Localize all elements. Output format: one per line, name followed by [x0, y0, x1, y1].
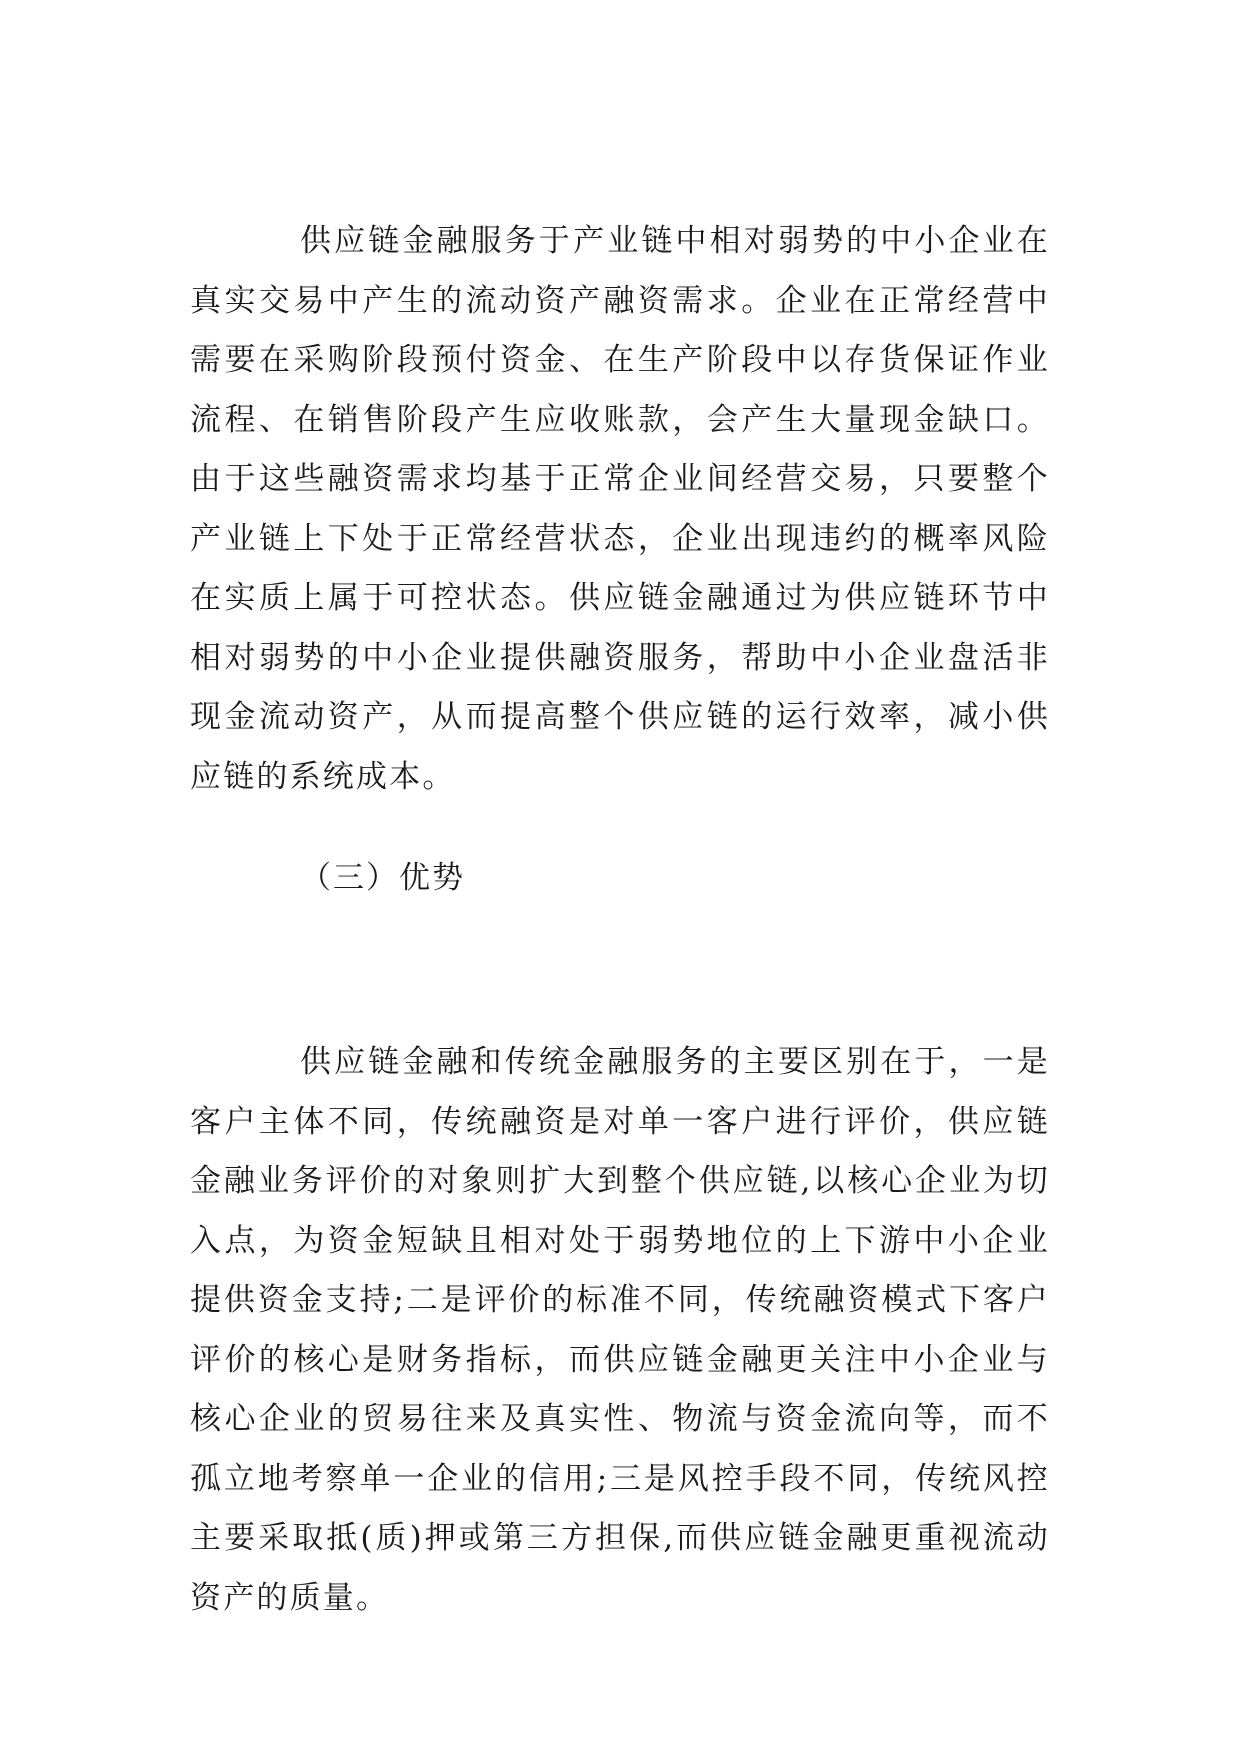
body-paragraph: 供应链金融服务于产业链中相对弱势的中小企业在真实交易中产生的流动资产融资需求。企业在正常经营中需要在采购阶段预付资金、在生产阶段中以存货保证作业流程、在销售阶段产生应收账款，会产生大量现金缺口。由于这些融资需求均基于正常企业间经营交易，只要整个产业链上下处于正常经营状态，企业出现违约的概率风险在实质上属于可控状态。供应链金融通过为供应链环节中相对弱势的中小企业提供融资服务，帮助中小企业盘活非现金流动资产，从而提高整个供应链的运行效率，减小供应链的系统成本。: [190, 223, 1050, 795]
section-heading: （三）优势: [300, 860, 465, 896]
body-paragraph: 供应链金融和传统金融服务的主要区别在于，一是客户主体不同，传统融资是对单一客户进行评价，供应链金融业务评价的对象则扩大到整个供应链,以核心企业为切入点，为资金短缺且相对处于弱势地位的上下游中小企业提供资金支持;二是评价的标准不同，传统融资模式下客户评价的核心是财务指标，而供应链金融更关注中小企业与核心企业的贸易往来及真实性、物流与资金流向等，而不孤立地考察单一企业的信用;三是风控手段不同，传统风控主要采取抵(质)押或第三方担保,而供应链金融更重视流动资产的质量。: [190, 1044, 1050, 1616]
